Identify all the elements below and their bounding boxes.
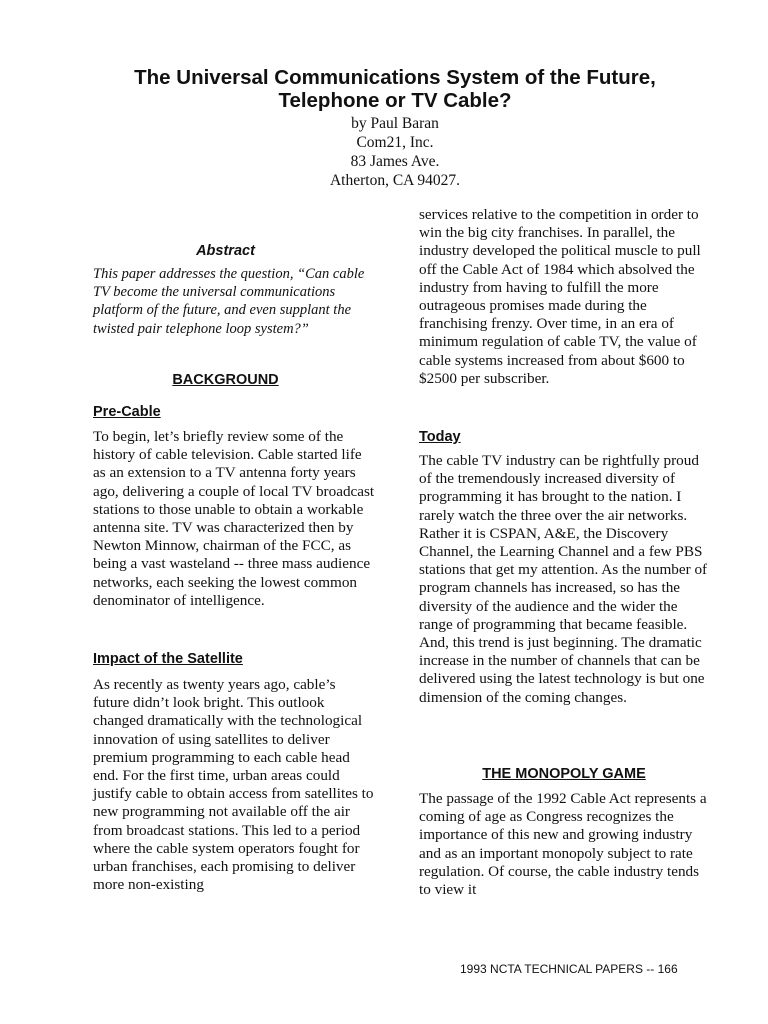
title-line-1: The Universal Communications System of the Future, xyxy=(134,66,656,89)
author-name: by Paul Baran xyxy=(351,115,439,132)
title-line-2: Telephone or TV Cable? xyxy=(278,89,512,112)
today-text xyxy=(419,452,709,707)
today-paragraph: The cable TV industry can be rightfully proud of the tremendously increased diversity of programming it has brought to the nation. I rarely watch the three over the air networks. Rather it is CSPAN, A&E, the Discovery Channel, the Learning Channel and a few PBS stations that get my attention. As the number of program channels has increased, so has the diversity of the audience and the wider the range of programming that became feasible. And, this trend is just beginning. The dramatic increase in the number of channels that can be delivered using the latest technology is but one dimension of the coming changes. xyxy=(419,452,708,706)
monopoly-paragraph: The passage of the 1992 Cable Act represents a coming of age as Congress recognizes the importance of this new and growing industry and as an important monopoly subject to rate regulation. Of course, the cable industry tends to view it xyxy=(419,790,707,899)
satellite-heading: Impact of the Satellite xyxy=(93,651,243,667)
author-company: Com21, Inc. xyxy=(356,134,434,151)
abstract-text: This paper addresses the question, “Can cable TV become the universal communications platform of the future, and even supplant the twisted pair telephone loop system?” xyxy=(93,266,365,337)
continuation-text xyxy=(419,206,709,388)
monopoly-text xyxy=(419,790,709,899)
pre-cable-heading: Pre-Cable xyxy=(93,404,161,420)
monopoly-heading: THE MONOPOLY GAME xyxy=(482,766,646,782)
abstract-heading: Abstract xyxy=(196,243,255,259)
satellite-text xyxy=(93,676,375,894)
today-heading: Today xyxy=(419,429,461,445)
page-footer: 1993 NCTA TECHNICAL PAPERS -- 166 xyxy=(460,962,678,976)
satellite-paragraph: As recently as twenty years ago, cable’s future didn’t look bright. This outlook changed dramatically with the technological innovation of using satellites to deliver premium programming to each cable head end. For the first time, urban areas could justify cable to obtain access from satellites to new programming not available off the air from broadcast stations. This led to a period where the cable system operators fought for urban franchises, each promising to deliver more non-existing xyxy=(93,676,374,894)
author-city: Atherton, CA 94027. xyxy=(329,172,461,189)
continuation-paragraph: services relative to the competition in order to win the big city franchises. In parallel, the industry developed the political muscle to pull off the Cable Act of 1984 which absolved the industry from having to fulfill the more outrageous promises made during the franchising frenzy. Over time, in an era of minimum regulation of cable TV, the value of cable systems increased from about $600 to $2500 per subscriber. xyxy=(419,206,701,387)
pre-cable-paragraph: To begin, let’s briefly review some of the history of cable television. Cable started life as an extension to a TV antenna forty years ago, delivering a couple of local TV broadcast stations to those unable to obtain a workable antenna site. TV was characterized then by Newton Minnow, chairman of the FCC, as being a vast wasteland -- three mass audience networks, each seeking the lowest common denominator of intelligence. xyxy=(93,428,375,609)
background-heading: BACKGROUND xyxy=(172,372,279,388)
pre-cable-text xyxy=(93,428,375,610)
paper-title xyxy=(60,66,730,112)
author-street: 83 James Ave. xyxy=(350,153,440,170)
byline xyxy=(60,114,730,190)
